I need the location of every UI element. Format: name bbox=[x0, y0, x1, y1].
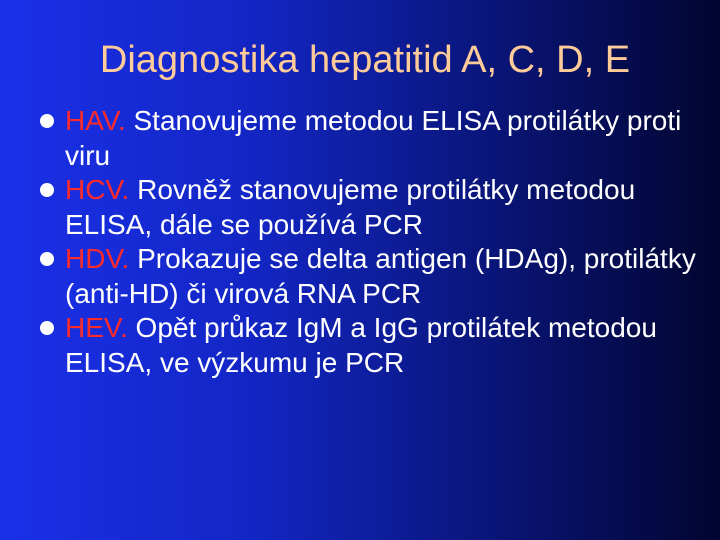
bullet-text: Rovněž stanovujeme protilátky metodou ELISA, dále se používá PCR bbox=[65, 174, 636, 240]
bullet-dot-icon bbox=[40, 321, 54, 335]
bullet-text: Stanovujeme metodou ELISA protilátky proti viru bbox=[65, 105, 682, 171]
bullet-text: Opět průkaz IgM a IgG protilátek metodou ELISA, ve výzkumu je PCR bbox=[65, 312, 657, 378]
bullet-keyword: HEV. bbox=[65, 312, 128, 343]
bullet-item-hdv bbox=[40, 242, 712, 311]
slide-title: Diagnostika hepatitid A, C, D, E bbox=[99, 39, 631, 81]
bullet-dot-icon bbox=[40, 252, 54, 266]
bullet-item-hcv bbox=[40, 173, 712, 242]
bullet-keyword: HCV. bbox=[65, 174, 130, 205]
bullet-text: Prokazuje se delta antigen (HDAg), protilátky (anti-HD) či virová RNA PCR bbox=[65, 243, 696, 309]
bullet-keyword: HAV. bbox=[65, 105, 126, 136]
bullet-dot-icon bbox=[40, 183, 54, 197]
bullet-list bbox=[40, 104, 712, 380]
bullet-item-hav bbox=[40, 104, 712, 173]
bullet-item-hev bbox=[40, 311, 712, 380]
bullet-dot-icon bbox=[40, 114, 54, 128]
bullet-keyword: HDV. bbox=[65, 243, 130, 274]
